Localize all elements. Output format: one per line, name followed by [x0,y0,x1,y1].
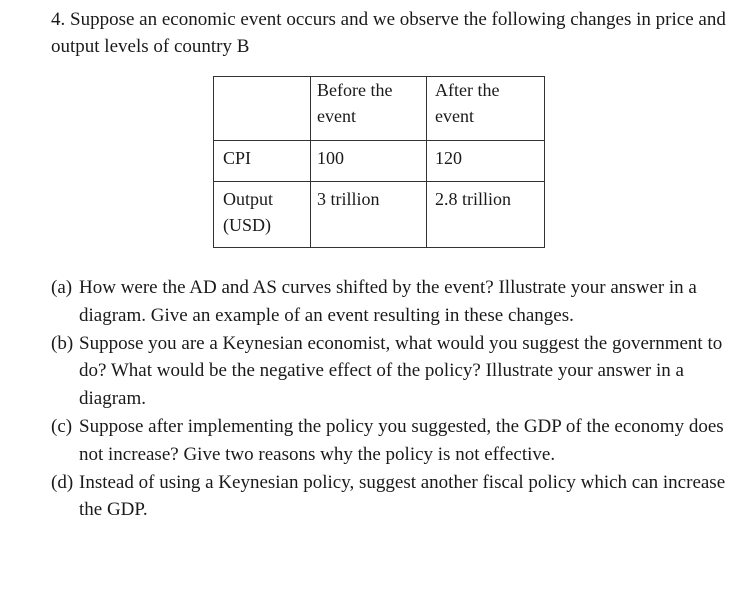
sub-questions [51,274,736,524]
table-header-before [311,77,427,141]
table-row-output [214,182,545,248]
sub-question-c-label: (c) [51,415,73,437]
table-cell-cpi-before: 100 [311,141,427,182]
table-header-after [427,77,545,141]
table-header-row [214,77,545,141]
sub-question-b [51,330,736,413]
table-cell-output-before: 3 trillion [311,182,427,248]
table-cell-output-label [214,182,311,248]
data-table [213,76,545,248]
table-header-after-line-2: event [435,106,474,126]
sub-question-c [51,413,736,469]
table-cell-output-label-line-1: Output [223,189,274,209]
question-text: 4. Suppose an economic event occurs and we observe the following changes in price and output levels of country B [51,9,726,57]
sub-question-b-label: (b) [51,332,74,354]
table-header-empty [214,77,311,141]
sub-question-d-label: (d) [51,471,74,493]
table-header-before-line-1: Before the [317,80,393,100]
sub-question-d [51,469,736,525]
table-row-cpi [214,141,545,182]
sub-question-c-text: Suppose after implementing the policy you suggested, the GDP of the economy does not increase? Give two reasons why the policy is not effective. [79,415,724,465]
table-header-before-line-2: event [317,106,356,126]
sub-question-d-text: Instead of using a Keynesian policy, suggest another fiscal policy which can increase the GDP. [79,471,726,521]
table-header-after-line-1: After the [435,80,500,100]
sub-question-b-text: Suppose you are a Keynesian economist, what would you suggest the government to do? What would be the negative effect of the policy? Illustrate your answer in a diagram. [79,332,723,410]
table-cell-cpi-label: CPI [214,141,311,182]
table-cell-output-after: 2.8 trillion [427,182,545,248]
sub-question-a-text: How were the AD and AS curves shifted by the event? Illustrate your answer in a diagram. Give an example of an event resulting in these changes. [79,277,697,326]
table-cell-output-label-line-2: (USD) [223,215,271,235]
sub-question-a-label: (a) [51,277,73,298]
sub-question-a [51,274,736,330]
table-cell-cpi-after: 120 [427,141,545,182]
